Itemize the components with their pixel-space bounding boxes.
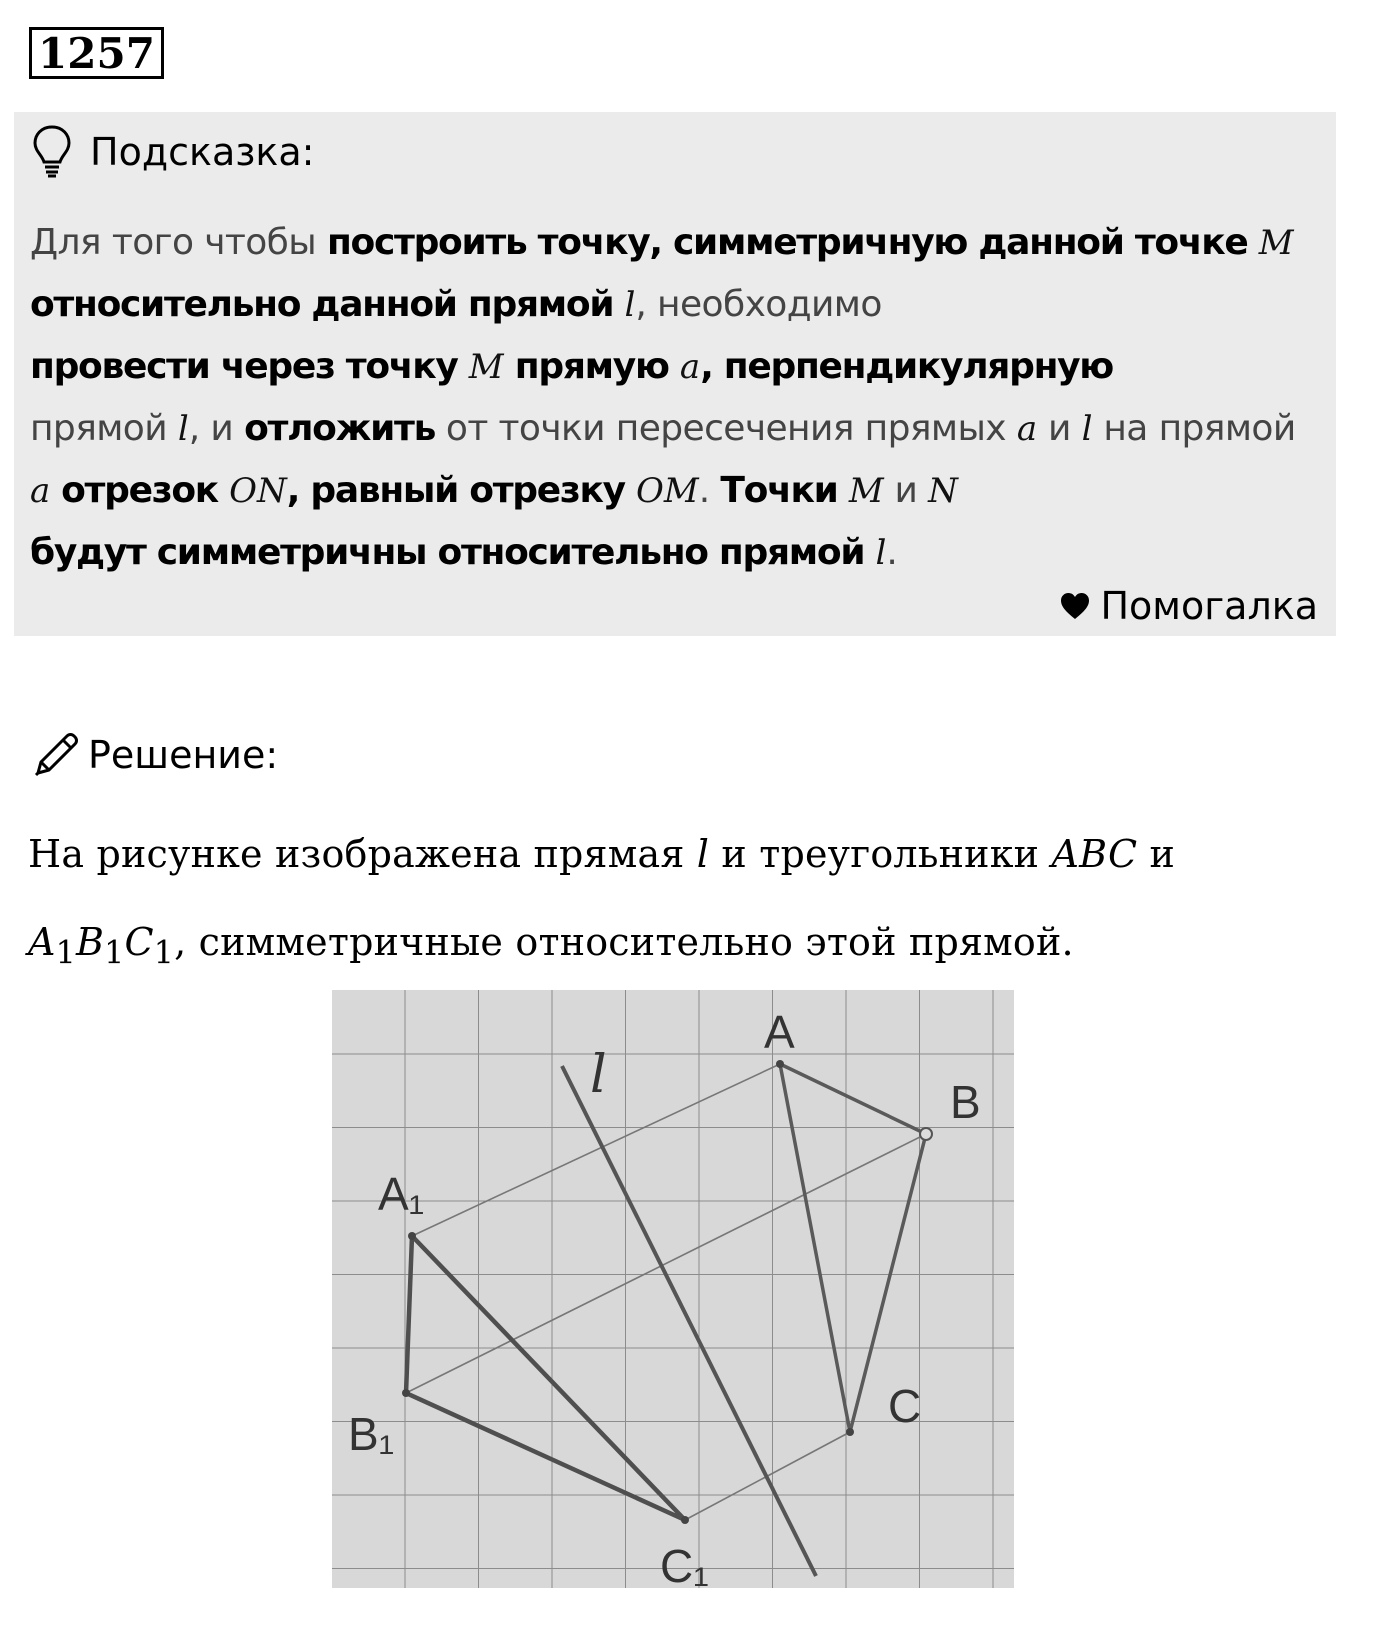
point-B1 <box>402 1389 410 1397</box>
hint-bold: относительно данной прямой <box>30 284 625 325</box>
hint-bold: будут симметричны относительно прямой <box>30 532 876 573</box>
hint-bold: отложить <box>244 408 436 449</box>
symmetry-figure <box>332 990 1014 1588</box>
hint-run: . <box>698 470 721 511</box>
hint-bold: , равный отрезку <box>286 470 637 511</box>
hint-box <box>14 112 1336 636</box>
math-l: l <box>1081 409 1093 449</box>
math-A: A <box>28 920 56 964</box>
hint-run: , и <box>188 408 245 449</box>
label-C1: C₁ <box>660 1540 709 1588</box>
point-C <box>846 1428 854 1436</box>
math-a: a <box>30 471 51 511</box>
hint-bold: Точки <box>720 470 849 511</box>
math-subscript: 1 <box>55 935 76 972</box>
hint-bold: построить точку, симметричную данной точке <box>326 222 1259 263</box>
hint-run: прямой <box>30 408 178 449</box>
label-B1: B₁ <box>348 1408 395 1460</box>
point-A <box>776 1060 784 1068</box>
math-l: l <box>696 832 710 876</box>
solution-run: , симметричные относительно этой прямой. <box>174 920 1074 964</box>
math-C: C <box>124 920 154 964</box>
math-N: N <box>928 471 958 511</box>
task-number: 1257 <box>29 27 164 79</box>
solution-run: и треугольники <box>709 832 1052 876</box>
hint-bold: прямую <box>503 346 680 387</box>
math-OM: OM <box>636 471 699 511</box>
hint-bold: , перпендикулярную <box>700 346 1114 387</box>
solution-title: Решение: <box>88 733 279 777</box>
hint-text <box>30 212 1320 584</box>
solution-text <box>28 810 1368 998</box>
solution-run: и <box>1137 832 1176 876</box>
brand-name: Помогалка <box>1100 584 1318 628</box>
math-ABC: ABC <box>1051 832 1138 876</box>
math-l: l <box>624 285 636 325</box>
math-a: a <box>679 347 701 387</box>
hint-bold: провести через точку <box>30 346 469 387</box>
math-ON: ON <box>229 471 287 511</box>
hint-bold: отрезок <box>61 470 230 511</box>
hint-header <box>32 120 314 184</box>
math-subscript: 1 <box>104 935 125 972</box>
solution-run: На рисунке изображена прямая <box>28 832 697 876</box>
point-B <box>920 1128 932 1140</box>
heart-icon <box>1060 592 1090 620</box>
math-l: l <box>177 409 189 449</box>
hint-run: от точки пересечения прямых <box>435 408 1017 449</box>
label-C: C <box>888 1380 922 1432</box>
math-M: M <box>1258 223 1294 263</box>
hint-run: . <box>886 532 898 573</box>
math-subscript: 1 <box>153 935 175 972</box>
hint-run <box>50 470 61 511</box>
point-C1 <box>681 1516 689 1524</box>
label-B: B <box>950 1076 981 1128</box>
hint-run: на прямой <box>1092 408 1296 449</box>
pencil-icon <box>30 729 82 781</box>
hint-run: и <box>883 470 929 511</box>
math-B: B <box>76 920 105 964</box>
point-A1 <box>408 1232 416 1240</box>
label-A1: A₁ <box>378 1168 425 1220</box>
math-a: a <box>1016 409 1038 449</box>
math-M: M <box>468 347 504 387</box>
label-A: A <box>764 1006 795 1058</box>
hint-run: Для того чтобы <box>30 222 327 263</box>
brand <box>1060 578 1318 634</box>
label-l: l <box>590 1045 607 1105</box>
math-M: M <box>848 471 884 511</box>
solution-header <box>30 726 278 784</box>
hint-run: , необходимо <box>635 284 882 325</box>
lightbulb-icon <box>32 124 72 180</box>
math-l: l <box>875 533 887 573</box>
hint-run: и <box>1037 408 1082 449</box>
hint-title: Подсказка: <box>90 130 315 174</box>
